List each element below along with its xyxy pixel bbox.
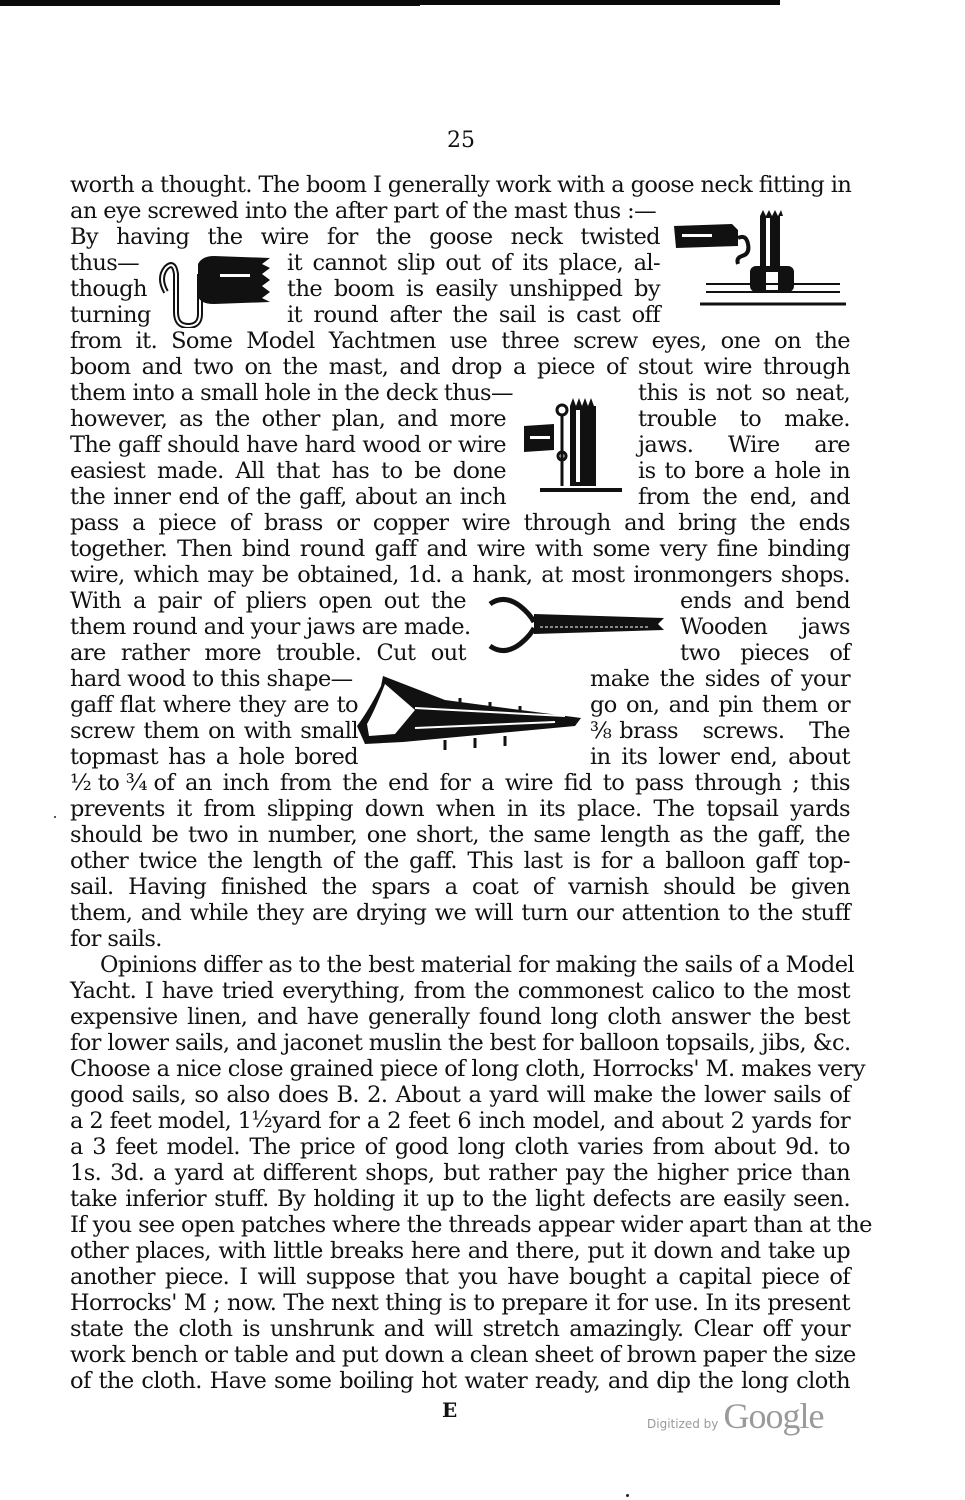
text-line: other places, with little breaks here and there, put it down and take up — [70, 1238, 850, 1264]
text-line: two pieces of — [680, 640, 850, 666]
text-line: turning — [70, 302, 151, 328]
text-fragment: to — [97, 770, 120, 796]
text-line: Wooden jaws — [680, 614, 850, 640]
text-line: in its lower end, about — [590, 744, 850, 770]
text-line: it cannot slip out of its place, al- — [287, 250, 660, 276]
text-line: is to bore a hole in — [638, 458, 850, 484]
scan-edge-bar-shadow — [0, 3, 420, 6]
text-line: them, and while they are drying we will turn our attention to the stuff — [70, 900, 850, 926]
fraction-half: ½ — [251, 1108, 273, 1133]
text-line: wire, which may be obtained, 1d. a hank, at most ironmongers shops. — [70, 562, 850, 588]
text-line: Opinions differ as to the best material for making the sails of a Model — [100, 952, 855, 978]
text-line: Horrocks' M ; now. The next thing is to prepare it for use. In its present — [70, 1290, 850, 1316]
text-line: for sails. — [70, 926, 162, 952]
fraction-three-eighths: ⅜ — [590, 718, 612, 744]
text-fragment: yard for a 2 feet 6 inch model, and about 2 yards for — [272, 1108, 850, 1134]
text-line: other twice the length of the gaff. This last is for a balloon gaff top- — [70, 848, 850, 874]
text-line: an eye screwed into the after part of the mast thus :— — [70, 198, 657, 224]
text-line: go on, and pin them or — [590, 692, 850, 718]
text-line: worth a thought. The boom I generally work with a goose neck fitting in — [70, 172, 852, 198]
text-line: of the cloth. Have some boiling hot water ready, and dip the long cloth — [70, 1368, 850, 1394]
text-line: prevents it from slipping down when in its place. The topsail yards — [70, 796, 850, 822]
text-line: it round after the sail is cast off — [287, 302, 660, 328]
text-line — [70, 1108, 850, 1134]
text-line: If you see open patches where the threads appear wider apart than at the — [70, 1212, 872, 1238]
text-line: another piece. I will suppose that you have bought a capital piece of — [70, 1264, 850, 1290]
text-line: state the cloth is unshrunk and will stretch amazingly. Clear off your — [70, 1316, 850, 1342]
text-line: topmast has a hole bored — [70, 744, 358, 770]
text-line: a 3 feet model. The price of good long cloth varies from about 9d. to — [70, 1134, 850, 1160]
screw-eye-mast-illustration — [518, 396, 624, 498]
fraction-three-quarters: ¾ — [125, 770, 147, 796]
text-line: the inner end of the gaff, about an inch — [70, 484, 506, 510]
text-line: them into a small hole in the deck thus— — [70, 380, 513, 406]
scan-speck — [54, 816, 56, 818]
text-line: ⅜ brass screws. The — [590, 718, 850, 744]
text-line: By having the wire for the goose neck twisted — [70, 224, 660, 250]
text-line: thus— — [70, 250, 140, 276]
text-line: boom and two on the mast, and drop a piece of stout wire through — [70, 354, 850, 380]
text-line: make the sides of your — [590, 666, 850, 692]
text-line: easiest made. All that has to be done — [70, 458, 506, 484]
scan-speck — [626, 1494, 629, 1497]
text-line: for lower sails, and jaconet muslin the best for balloon topsails, jibs, &c. — [70, 1030, 851, 1056]
text-line: screw them on with small — [70, 718, 358, 744]
text-line: The gaff should have hard wood or wire — [70, 432, 506, 458]
text-line: pass a piece of brass or copper wire through and bring the ends — [70, 510, 850, 536]
text-line: trouble to make. — [638, 406, 850, 432]
text-line: are rather more trouble. Cut out — [70, 640, 466, 666]
text-fragment: of an inch from the end for a wire fid to pass through ; this — [153, 770, 850, 796]
text-line: the boom is easily unshipped by — [287, 276, 660, 302]
text-line: 1s. 3d. a yard at different shops, but rather pay the higher price than — [70, 1160, 850, 1186]
text-line: hard wood to this shape— — [70, 666, 353, 692]
google-watermark — [647, 1395, 823, 1437]
wire-jaws-gaff-illustration — [480, 592, 670, 656]
text-line: gaff flat where they are to — [70, 692, 358, 718]
twisted-wire-illustration — [158, 252, 274, 328]
text-fragment: a 2 feet model, 1 — [70, 1108, 252, 1134]
text-line: work bench or table and put down a clean sheet of brown paper the size — [70, 1342, 856, 1368]
text-line — [70, 770, 850, 796]
text-line: though — [70, 276, 147, 302]
fraction-half: ½ — [70, 770, 92, 796]
text-line: take inferior stuff. By holding it up to the light defects are easily seen. — [70, 1186, 850, 1212]
text-line: sail. Having finished the spars a coat of varnish should be given — [70, 874, 850, 900]
text-line: Yacht. I have tried everything, from the commonest calico to the most — [70, 978, 850, 1004]
text-line: should be two in number, one short, the same length as the gaff, the — [70, 822, 850, 848]
goose-neck-mast-illustration — [672, 208, 852, 316]
text-line: from it. Some Model Yachtmen use three screw eyes, one on the — [70, 328, 850, 354]
text-line: from the end, and — [638, 484, 850, 510]
signature-mark: E — [442, 1398, 458, 1422]
text-line: them round and your jaws are made. — [70, 614, 471, 640]
watermark-brand: Google — [723, 1396, 824, 1436]
text-line: ends and bend — [680, 588, 850, 614]
text-line: good sails, so also does B. 2. About a yard will make the lower sails of — [70, 1082, 850, 1108]
text-line: together. Then bind round gaff and wire with some very fine binding — [70, 536, 850, 562]
text-line: jaws. Wire are — [638, 432, 850, 458]
watermark-prefix: Digitized by — [647, 1417, 719, 1431]
page-number: 25 — [447, 128, 475, 153]
text-line: this is not so neat, — [638, 380, 850, 406]
text-line: Choose a nice close grained piece of long cloth, Horrocks' M. makes very — [70, 1056, 865, 1082]
text-line: however, as the other plan, and more — [70, 406, 506, 432]
text-line: expensive linen, and have generally found long cloth answer the best — [70, 1004, 850, 1030]
text-line: With a pair of pliers open out the — [70, 588, 466, 614]
wooden-jaws-gaff-illustration — [355, 670, 585, 760]
